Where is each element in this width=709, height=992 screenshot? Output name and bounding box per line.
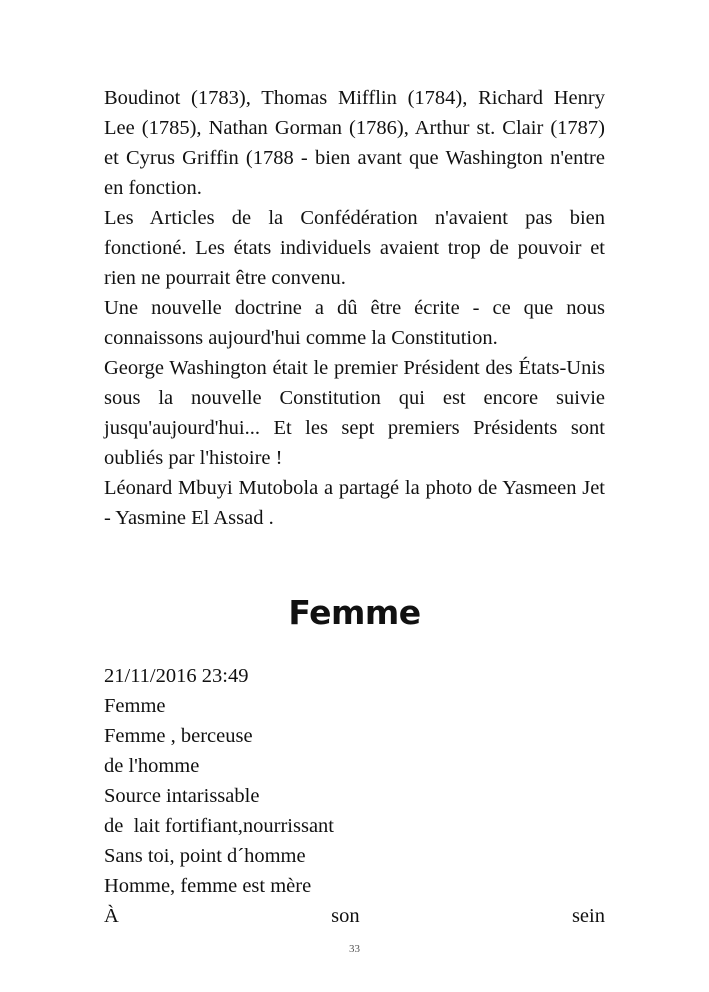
poem-word: sein [571,905,605,927]
poem-line: Source intarissable [104,785,260,807]
page-content [104,83,605,927]
poem-line: Femme [104,695,166,717]
paragraph-new-doctrine: Une nouvelle doctrine a dû être écrite - ce que nous connaissons aujourd'hui comme la Constitution. [104,297,605,349]
poem-line: de lait fortifiant,nourrissant [104,815,334,837]
paragraph-articles-confederation: Les Articles de la Confédération n'avaient pas bien fonctioné. Les états individuels avaient trop de pouvoir et rien ne pourrait être convenu. [104,207,605,289]
poem-word: son [331,905,360,927]
poem-line: Homme, femme est mère [104,875,312,897]
poem-word: À [104,905,119,927]
poem-timestamp: 21/11/2016 23:49 [104,665,249,687]
poem-line: Sans toi, point d´homme [104,845,306,867]
paragraph-george-washington: George Washington était le premier Président des États-Unis sous la nouvelle Constitution qui est encore suivie jusqu'aujourd'hui... Et les sept premiers Présidents sont oubliés par l'histoire ! [104,357,605,469]
page-number: 33 [349,943,360,955]
poem-line: de l'homme [104,755,200,777]
poem-line: Femme , berceuse [104,725,253,747]
body-text [104,83,605,533]
poem [104,661,605,931]
share-line: Léonard Mbuyi Mutobola a partagé la photo de Yasmeen Jet - Yasmine El Assad . [104,477,605,529]
paragraph-presidents-list: Boudinot (1783), Thomas Mifflin (1784), Richard Henry Lee (1785), Nathan Gorman (1786), Arthur st. Clair (1787) et Cyrus Griffin (1788 - bien avant que Washington n'entre en fonction. [104,87,605,199]
section-heading: Femme [288,593,421,632]
poem-last-line [104,901,605,931]
